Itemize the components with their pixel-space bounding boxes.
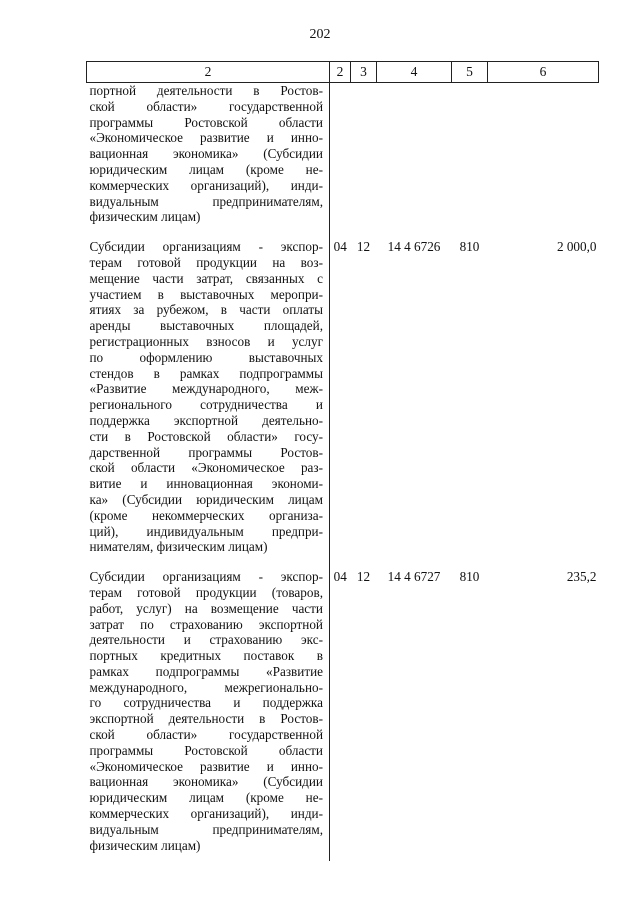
description-line: «Развитие международного, меж- [89,381,323,397]
page-number: 202 [309,27,331,42]
description-line: ской области «Экономическое раз- [89,460,323,476]
description-line: ятиях за рубежом, в части оплаты [89,302,323,318]
description-line: «Экономическое развитие и инно- [89,130,323,146]
description-line: видуальным предпринимателям, [89,821,323,837]
description-line: юридическим лицам (кроме не- [89,161,323,177]
description-line: «Экономическое развитие и инно- [89,758,323,774]
table-header-row [87,62,599,83]
description-line: аренды выставочных площадей, [89,318,323,334]
description-line: международного, межрегионально- [89,679,323,695]
description-line: терам готовой продукции (товаров, [89,584,323,600]
description-line: витие и инновационная экономи- [89,476,323,492]
description-line: ской области» государственной [89,98,323,114]
description-line: юридическим лицам (кроме не- [89,790,323,806]
description-line: портной деятельности в Ростов- [89,83,323,98]
description-line: Субсидии организациям - экспор- [89,239,323,255]
header-cell-subsection: 3 [351,62,377,83]
description-line: участием в выставочных меропри- [89,286,323,302]
row-subsection-code: 12 [356,239,371,255]
description-line: нимателям, физическим лицам) [89,539,268,555]
description-line: (кроме некоммерческих организа- [89,507,323,523]
description-line: ка» (Субсидии юридическим лицам [89,491,323,507]
description-line: по оформлению выставочных [89,349,323,365]
header-cell-target-article: 4 [377,62,452,83]
description-line: программы Ростовской области [89,742,323,758]
description-line: затрат по страхованию экспортной [89,616,323,632]
row-description [87,83,330,234]
description-line: терам готовой продукции на воз- [89,254,323,270]
table-row [87,233,599,563]
row-amount [488,83,599,234]
description-line: видуальным предпринимателям, [89,193,323,209]
description-line: коммерческих организаций), инди- [89,806,323,822]
description-line: коммерческих организаций), инди- [89,177,323,193]
row-section-code: 04 [333,239,347,255]
row-subsection-code [351,83,377,234]
description-line: вационная экономика» (Субсидии [89,146,323,162]
description-line: ций), индивидуальным предпри- [89,523,323,539]
description-line: вационная экономика» (Субсидии [89,774,323,790]
row-expense-type-code: 810 [459,239,480,255]
row-subsection-code: 12 [356,569,371,585]
description-line: поддержка экспортной деятельно- [89,412,323,428]
description-line: деятельности и страхованию экс- [89,632,323,648]
row-section-code: 04 [333,569,347,585]
row-expense-type-code [452,83,488,234]
row-amount: 2 000,0 [556,239,597,255]
row-target-article-code: 14 4 6726 [387,239,441,255]
description-line: регистрационных взносов и услуг [89,333,323,349]
description-line: Субсидии организациям - экспор- [89,569,323,585]
description-line: дарственной программы Ростов- [89,444,323,460]
row-amount: 235,2 [566,569,597,585]
description-line: физическим лицам) [89,209,201,225]
row-description [87,233,330,563]
row-section-code [330,83,351,234]
description-line: экспортной деятельности в Ростов- [89,711,323,727]
description-line: рамках подпрограммы «Развитие [89,663,323,679]
header-cell-description: 2 [87,62,330,83]
row-target-article-code: 14 4 6727 [387,569,441,585]
description-line: физическим лицам) [89,837,201,853]
header-cell-expense-type: 5 [452,62,488,83]
row-description [87,563,330,861]
description-line: работ, услуг) на возмещение части [89,600,323,616]
description-line: портных кредитных поставок в [89,648,323,664]
row-expense-type-code: 810 [459,569,480,585]
budget-table [86,61,599,861]
row-target-article-code [377,83,452,234]
table-row [87,83,599,234]
header-cell-section: 2 [330,62,351,83]
description-line: стендов в рамках подпрограммы [89,365,323,381]
description-line: сти в Ростовской области» госу- [89,428,323,444]
description-line: регионального сотрудничества и [89,397,323,413]
description-line: ской области» государственной [89,727,323,743]
description-line: программы Ростовской области [89,114,323,130]
description-line: го сотрудничества и поддержка [89,695,323,711]
header-cell-amount: 6 [488,62,599,83]
description-line: мещение части затрат, связанных с [89,270,323,286]
table-row [87,563,599,861]
